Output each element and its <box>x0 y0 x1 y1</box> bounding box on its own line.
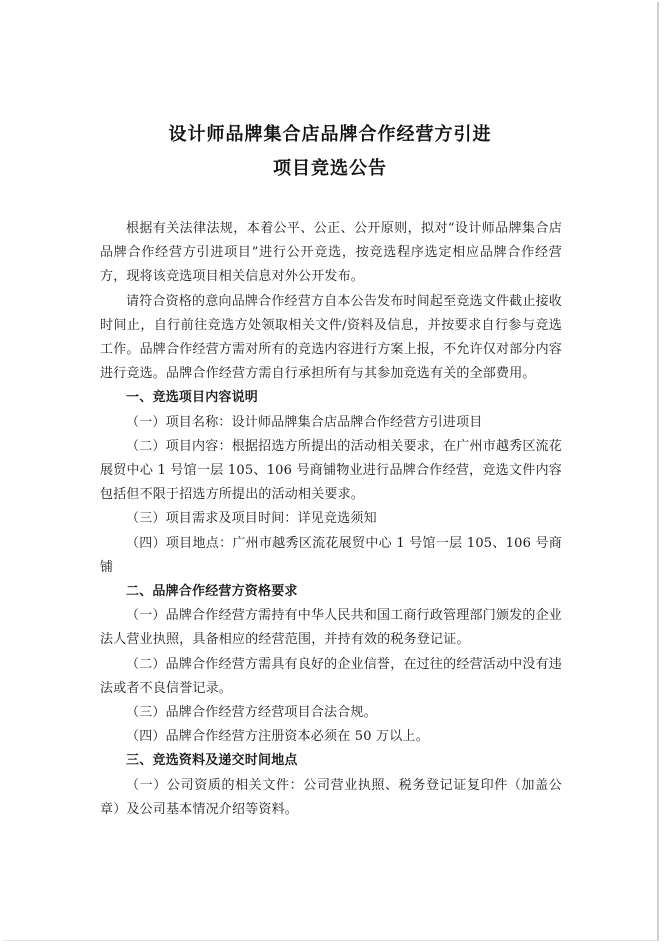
section-item: （一）品牌合作经营方需持有中华人民共和国工商行政管理部门颁发的企业法人营业执照，具备相应的经营范围，并持有效的税务登记证。 <box>100 608 562 648</box>
section-item: （一）项目名称：设计师品牌集合店品牌合作经营方引进项目 <box>126 414 483 430</box>
section-item: （三）项目需求及项目时间：详见竞选须知 <box>126 511 377 527</box>
document-body <box>100 217 562 822</box>
section-item: （二）品牌合作经营方需具有良好的企业信誉，在过往的经营活动中没有违法或者不良信誉记录。 <box>100 656 562 696</box>
section-item: （四）项目地点：广州市越秀区流花展贸中心 1 号馆一层 105、106 号商铺 <box>100 535 562 575</box>
document-title: 设计师品牌集合店品牌合作经营方引进 <box>168 124 492 145</box>
section-heading: 三、竞选资料及递交时间地点 <box>126 753 298 769</box>
section-item: （一）公司资质的相关文件：公司营业执照、税务登记证复印件（加盖公章）及公司基本情况介绍等资料。 <box>100 777 562 817</box>
document-page <box>3 2 659 941</box>
section-item: （三）品牌合作经营方经营项目合法合规。 <box>126 705 377 721</box>
document-subtitle: 项目竞选公告 <box>273 158 387 179</box>
section-item: （二）项目内容：根据招选方所提出的活动相关要求，在广州市越秀区流花展贸中心 1 号馆一层 105、106 号商铺物业进行品牌合作经营，竞选文件内容包括但不限于招选方所提出的活动相关要求。 <box>100 438 562 503</box>
section-heading: 一、竞选项目内容说明 <box>126 390 259 406</box>
section-item: （四）品牌合作经营方注册资本必须在 50 万以上。 <box>126 729 429 745</box>
intro-paragraph: 请符合资格的意向品牌合作经营方自本公告发布时间起至竞选文件截止接收时间止，自行前往竞选方处领取相关文件/资料及信息，并按要求自行参与竞选工作。品牌合作经营方需对所有的竞选内容进行方案上报，不允许仅对部分内容进行竞选。品牌合作经营方需自行承担所有与其参加竞选有关的全部费用。 <box>100 293 563 382</box>
intro-paragraph: 根据有关法律法规，本着公平、公正、公开原则，拟对“设计师品牌集合店品牌合作经营方引进项目”进行公开竞选，按竞选程序选定相应品牌合作经营方，现将该竞选项目相关信息对外公开发布。 <box>100 221 562 285</box>
section-heading: 二、品牌合作经营方资格要求 <box>126 584 298 600</box>
